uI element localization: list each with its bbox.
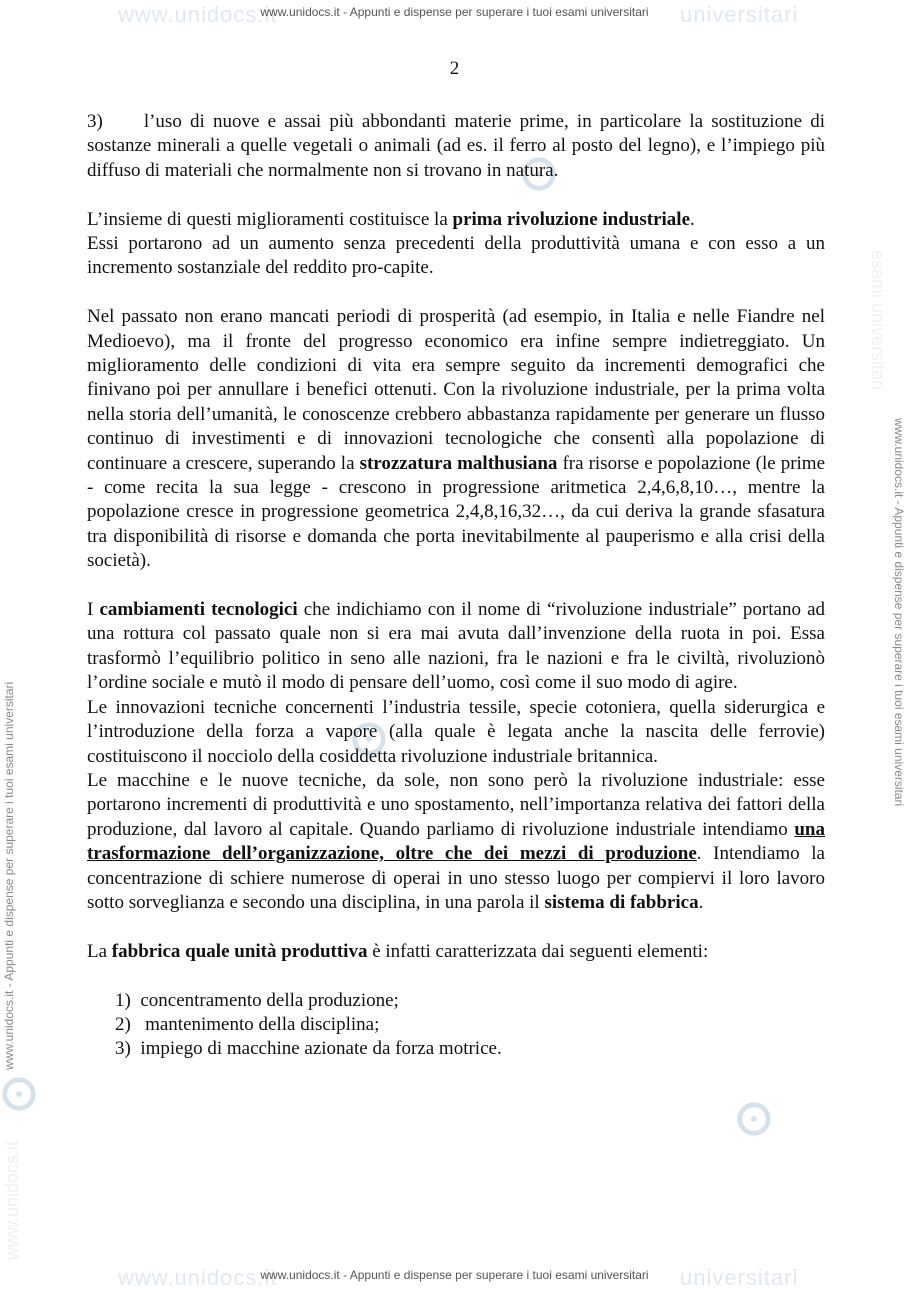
text: è infatti caratterizzata dai seguenti elementi: bbox=[367, 940, 709, 962]
page-number: 2 bbox=[449, 58, 460, 79]
point-3-paragraph: 3) l’uso di nuove e assai più abbondanti materie prime, in particolare la sostituzione di sostanze minerali a quelle vegetali o animali (ad es. il ferro al posto del legno), e l’impiego più diffuso di materiali che normalmente non si trovano in natura. bbox=[87, 111, 825, 181]
text: fra risorse e popolazione (le prime - come recita la sua legge - crescono in progressione aritmetica 2,4,6,8,10…, mentre la popolazione cresce in progressione geometrica 2,4,8,16,32…, da cui deriva la grande sfasatura tra disponibilità di risorse e domanda che porta inevitabilmente al pauperismo e alla crisi della società). bbox=[87, 452, 826, 572]
text: che indichiamo con il nome di “rivoluzione industriale” portano ad una rottura col passato quale non si era mai avuta dall’invenzione della ruota in poi. Essa trasformò l’equilibrio politico in seno alle nazioni, fra le nazioni e fra le civiltà, rivoluzionò l’ordine sociale e mutò il modo di pensare dell’uomo, così come il suo modo di agire. bbox=[87, 599, 825, 694]
bold-term: strozzatura malthusiana bbox=[359, 452, 558, 474]
watermark-faint-side-left: www.unidocs.it bbox=[2, 1140, 22, 1260]
watermark-faint-bottom-left: www.unidocs.it bbox=[118, 1265, 278, 1290]
paragraph-passato bbox=[87, 305, 825, 573]
underlined-term: una trasformazione dell’organizzazione, oltre che dei mezzi di produzione bbox=[87, 818, 825, 865]
paragraph-produttivita: Essi portarono ad un aumento senza precedenti della produttività umana e con esso a un incremento sostanziale del reddito pro-capite. bbox=[87, 233, 825, 279]
bold-term: sistema di fabbrica bbox=[544, 891, 699, 913]
watermark-side-left: www.unidocs.it - Appunti e dispense per superare i tuoi esami universitari bbox=[2, 681, 16, 1070]
paragraph-macchine bbox=[87, 769, 825, 915]
text: Le macchine e le nuove tecniche, da sole, non sono però la rivoluzione industriale: esse portarono incrementi di produttività e uno spostamento, nell’importanza relativa dei fattori della produzione, dal lavoro al capitale. Quando parliamo di rivoluzione industriale intendiamo bbox=[87, 769, 825, 840]
paragraph-cambiamenti bbox=[87, 598, 825, 696]
text: La bbox=[87, 940, 112, 962]
list-item: 3) impiego di macchine azionate da forza motrice. bbox=[115, 1038, 502, 1060]
text: I bbox=[87, 599, 100, 621]
document-body bbox=[87, 110, 825, 1062]
watermark-faint-top-right: universitari bbox=[680, 2, 799, 27]
watermark-header: www.unidocs.it - Appunti e dispense per superare i tuoi esami universitari bbox=[260, 5, 649, 19]
watermark-faint-bottom-right: universitari bbox=[680, 1265, 799, 1290]
bold-term: prima rivoluzione industriale bbox=[452, 208, 691, 230]
paragraph-innovazioni: Le innovazioni tecniche concernenti l’industria tessile, specie cotoniera, quella siderurgica e l’introduzione della forza a vapore (alla quale è legata anche la nascita delle ferrovie) costituiscono il nocciolo della cosiddetta rivoluzione industriale britannica. bbox=[87, 696, 825, 767]
watermark-footer: www.unidocs.it - Appunti e dispense per superare i tuoi esami universitari bbox=[260, 1268, 649, 1282]
text: . bbox=[698, 891, 704, 913]
paragraph-fabbrica bbox=[87, 940, 825, 964]
elements-list bbox=[87, 989, 825, 1062]
paragraph-prima-rivoluzione bbox=[87, 208, 825, 232]
list-item: 1) concentramento della produzione; bbox=[115, 989, 399, 1011]
text: L’insieme di questi miglioramenti costituisce la bbox=[87, 208, 453, 230]
bold-term: fabbrica quale unità produttiva bbox=[111, 940, 368, 962]
watermark-faint-top-left: www.unidocs.it bbox=[118, 2, 278, 27]
watermark-faint-side-right: esami universitari bbox=[868, 250, 888, 391]
text: . Intendiamo la concentrazione di schiere numerose di operai in uno stesso luogo per compiervi il loro lavoro sotto sorveglianza e secondo una disciplina, in una parola il bbox=[87, 843, 825, 913]
unidocs-logo-icon bbox=[0, 1075, 38, 1113]
text: Nel passato non erano mancati periodi di prosperità (ad esempio, in Italia e nelle Fiandre nel Medioevo), ma il fronte del progresso economico era infine sempre indietreggiato. Un miglioramento delle condizioni di vita era sempre seguito da incrementi demografici che finivano poi per annullare i benefici ottenuti. Con la rivoluzione industriale, per la prima volta nella storia dell’umanità, le conoscenze crebbero abbastanza rapidamente per generare un flusso continuo di investimenti e di innovazioni tecnologiche che consentì alla popolazione di continuare a crescere, superando la bbox=[87, 306, 825, 474]
bold-term: cambiamenti tecnologici bbox=[99, 599, 298, 621]
text: . bbox=[690, 208, 695, 230]
watermark-side-right: www.unidocs.it - Appunti e dispense per superare i tuoi esami universitari bbox=[892, 418, 906, 807]
unidocs-logo-icon bbox=[735, 1100, 773, 1138]
list-item: 2) mantenimento della disciplina; bbox=[115, 1013, 380, 1035]
